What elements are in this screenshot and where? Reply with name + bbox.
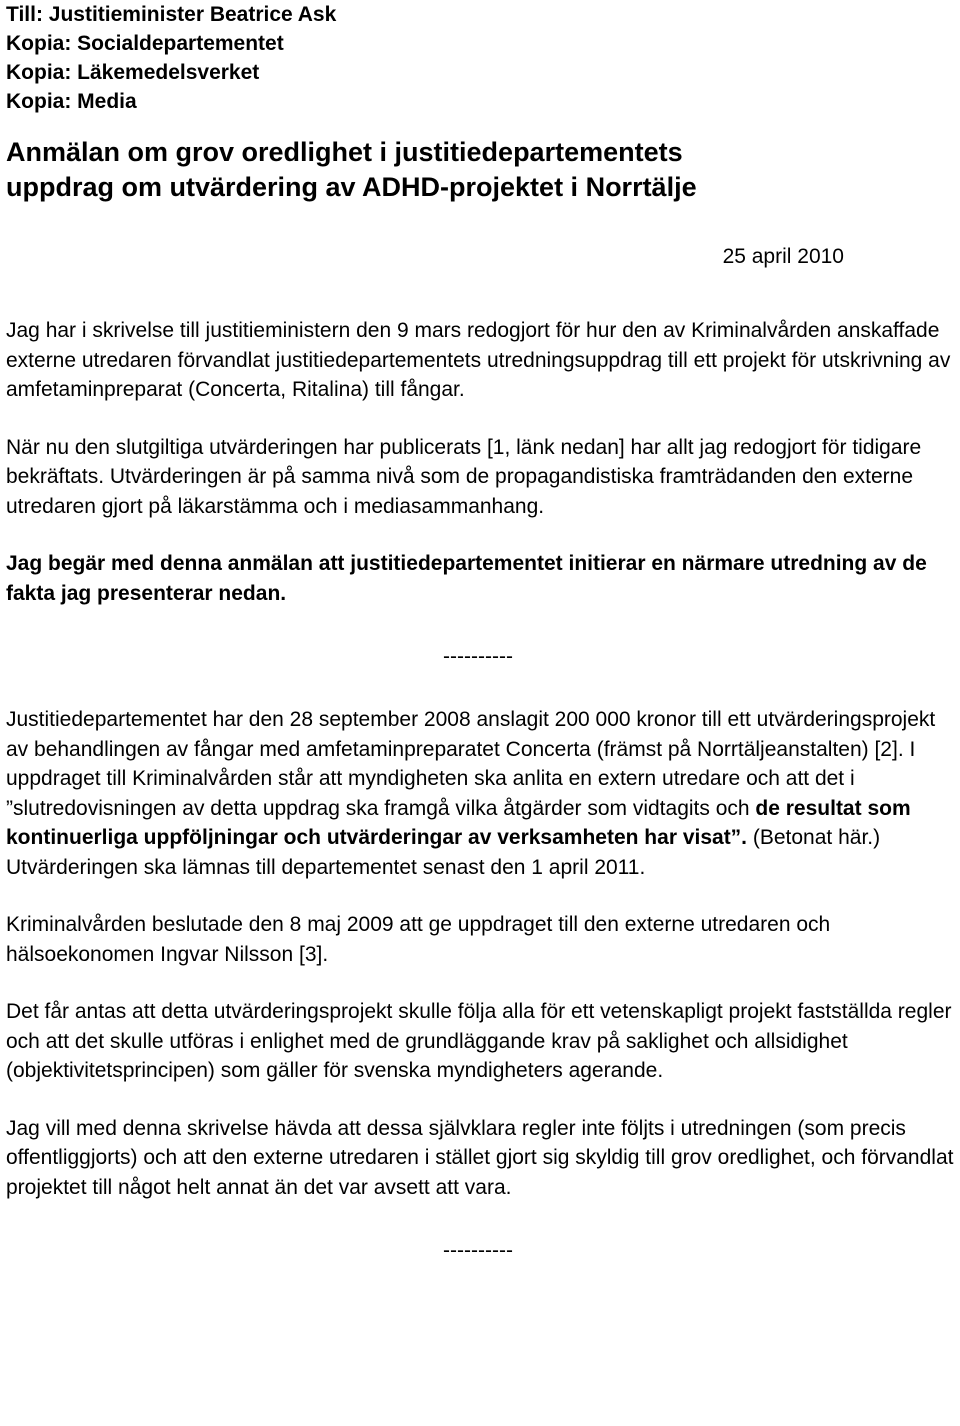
title-line-1: Anmälan om grov oredlighet i justitiedepartementets — [6, 137, 683, 167]
paragraph-intro: Jag har i skrivelse till justitieministern den 9 mars redogjort för hur den av Kriminalvården anskaffade externe utredaren förvandlat justitiedepartementets utredningsuppdrag till ett projekt för utskrivning av amfetaminpreparat (Concerta, Ritalina) till fångar. — [6, 319, 951, 401]
document-title — [6, 135, 958, 205]
document-page — [6, 0, 958, 1265]
paragraph-background — [6, 705, 958, 882]
title-line-2: uppdrag om utvärdering av ADHD-projektet i Norrtälje — [6, 172, 697, 202]
paragraph-expectations: Det får antas att detta utvärderingsprojekt skulle följa alla för ett vetenskapligt projekt fastställda regler och att det skulle utföras i enlighet med de grundläggande krav på saklighet och allsidighet (objektivitetsprincipen) som gäller för svenska myndigheters agerande. — [6, 1000, 952, 1082]
paragraph-request: Jag begär med denna anmälan att justitiedepartementet initierar en närmare utredning av de fakta jag presenterar nedan. — [6, 552, 927, 605]
recipient-line: Till: Justitieminister Beatrice Ask — [6, 3, 337, 26]
paragraph-decision: Kriminalvården beslutade den 8 maj 2009 att ge uppdraget till den externe utredaren och hälsoekonomen Ingvar Nilsson [3]. — [6, 913, 831, 966]
copy-line: Kopia: Läkemedelsverket — [6, 61, 260, 84]
section-separator-2: ---------- — [443, 1239, 513, 1262]
document-date: 25 april 2010 — [722, 245, 844, 268]
paragraph-claim: Jag vill med denna skrivelse hävda att dessa självklara regler inte följts i utredningen (som precis offentliggjorts) och att den externe utredaren i stället gjort sig skyldig till grov oredlighet, och förvandlat projektet till något helt annat än det var avsett att vara. — [6, 1116, 954, 1199]
copy-line: Kopia: Media — [6, 90, 137, 113]
section-separator: ---------- — [443, 645, 513, 668]
background-text-2: (Betonat här.) Utvärderingen ska lämnas till departementet senast den 1 april 2011. — [6, 826, 881, 879]
background-text-1: Justitiedepartementet har den 28 september 2008 anslagit 200 000 kronor till ett utvärderingsprojekt av behandlingen av fångar med amfetaminpreparatet Concerta (främst på Norrtäljeanstalten) [2]. I uppdraget till Kriminalvården står att myndigheten ska anlita en extern utredare och att det i ”slutredovisningen av detta uppdrag ska framgå vilka åtgärder som vidtagits och — [6, 708, 936, 820]
copy-line: Kopia: Socialdepartementet — [6, 32, 284, 55]
address-block — [6, 0, 958, 116]
background-emphasis: de resultat som kontinuerliga uppföljningar och utvärderingar av verksamheten har visat”. — [6, 796, 911, 849]
paragraph-evaluation: När nu den slutgiltiga utvärderingen har publicerats [1, länk nedan] har allt jag redogjort för tidigare bekräftats. Utvärderingen är på samma nivå som de propagandistiska framträdanden den externe utredaren gjort på läkarstämma och i mediasammanhang. — [6, 435, 922, 518]
